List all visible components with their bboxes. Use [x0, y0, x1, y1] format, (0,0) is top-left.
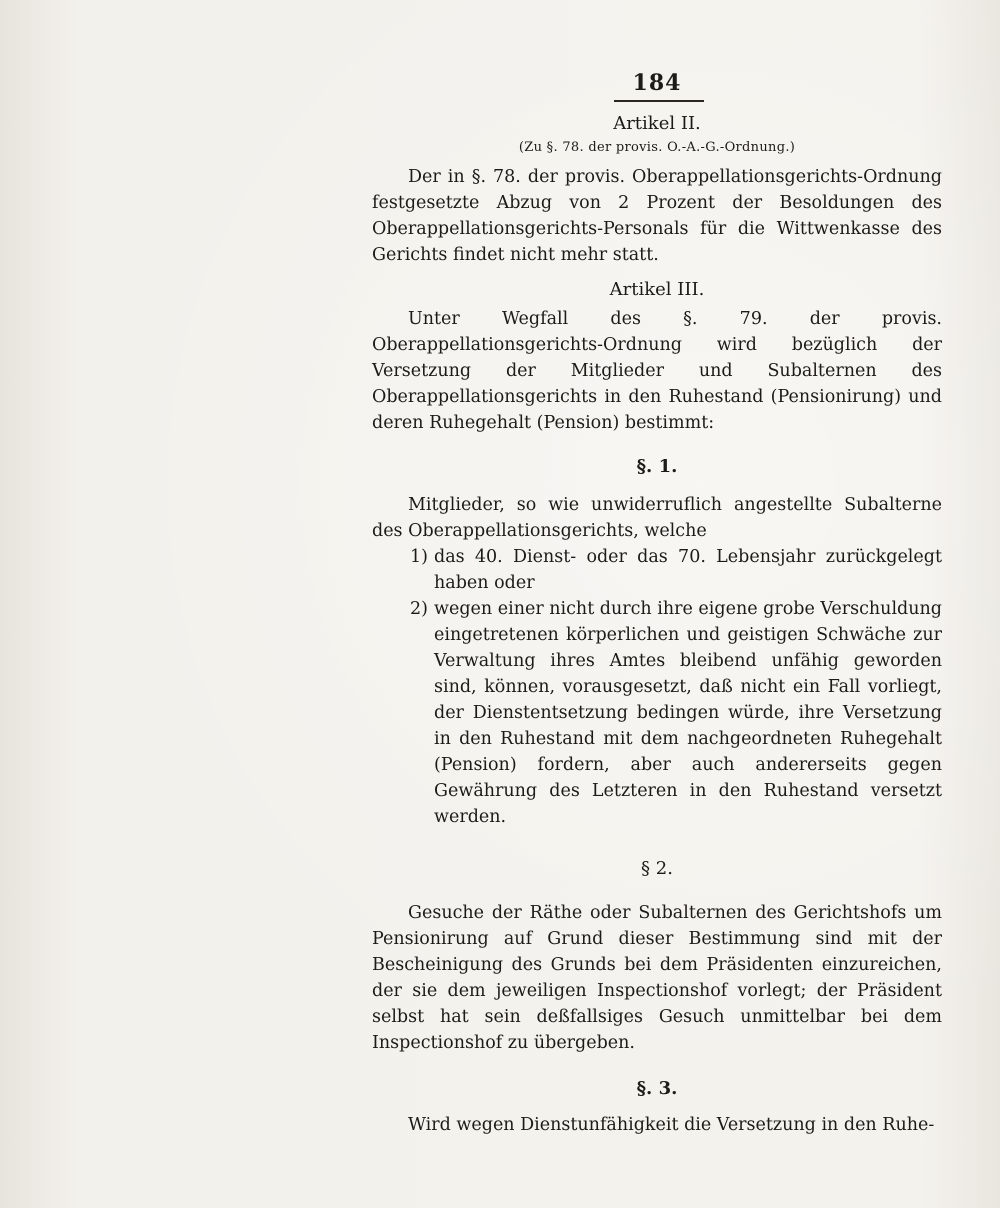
list-item-text: wegen einer nicht durch ihre eigene grobe Verschuldung eingetretenen körperlichen und geistigen Schwäche zur Verwaltung ihres Amtes bleibend unfähig geworden sind, können, vorausgesetzt, daß nicht ein Fall vorliegt, der Dienstentsetzung bedingen würde, ihre Versetzung in den Ruhestand mit dem nachgeordneten Ruhegehalt (Pension) fordern, aber auch andererseits gegen Gewährung des Letzteren in den Ruhestand versetzt werden. — [434, 599, 942, 827]
page-content — [372, 68, 942, 1138]
article-3-text: Unter Wegfall des §. 79. der provis. Oberappellationsgerichts-Ordnung wird bezüglich der Versetzung der Mitglieder und Subalternen des Oberappellationsgerichts in den Ruhestand (Pensionirung) und deren Ruhegehalt (Pension) bestimmt: — [372, 309, 942, 433]
list-item-number: 2) — [410, 599, 428, 619]
section-1-intro: Mitglieder, so wie unwiderruflich angestellte Subalterne des Oberappellationsgerichts, welche — [372, 495, 942, 541]
section-3-heading: §. 3. — [636, 1078, 678, 1099]
section-3-text: Wird wegen Dienstunfähigkeit die Versetzung in den Ruhe- — [408, 1115, 935, 1135]
list-item — [372, 544, 942, 596]
page-number-rule — [614, 100, 704, 102]
article-2-heading: Artikel II. — [613, 113, 701, 134]
section-2-text: Gesuche der Räthe oder Subalternen des Gerichtshofs um Pensionirung auf Grund dieser Bestimmung sind mit der Bescheinigung des Grunds bei dem Präsidenten einzureichen, der sie dem jeweiligen Inspectionshof vorlegt; der Präsident selbst hat sein deßfallsiges Gesuch unmittelbar bei dem Inspectionshof zu übergeben. — [372, 903, 942, 1053]
list-item — [372, 596, 942, 830]
article-2-subheading: (Zu §. 78. der provis. O.-A.-G.-Ordnung.) — [518, 140, 796, 155]
article-2-text: Der in §. 78. der provis. Oberappellationsgerichts-Ordnung festgesetzte Abzug von 2 Prozent der Besoldungen des Oberappellationsgerichts-Personals für die Wittwenkasse des Gerichts findet nicht mehr statt. — [372, 167, 942, 265]
section-1-heading: §. 1. — [636, 456, 678, 477]
article-3-heading: Artikel III. — [609, 279, 705, 300]
page-number: 184 — [632, 70, 682, 96]
section-2-heading: § 2. — [641, 858, 673, 879]
list-item-number: 1) — [410, 547, 428, 567]
list-item-text: das 40. Dienst- oder das 70. Lebensjahr zurückgelegt haben oder — [434, 547, 942, 593]
